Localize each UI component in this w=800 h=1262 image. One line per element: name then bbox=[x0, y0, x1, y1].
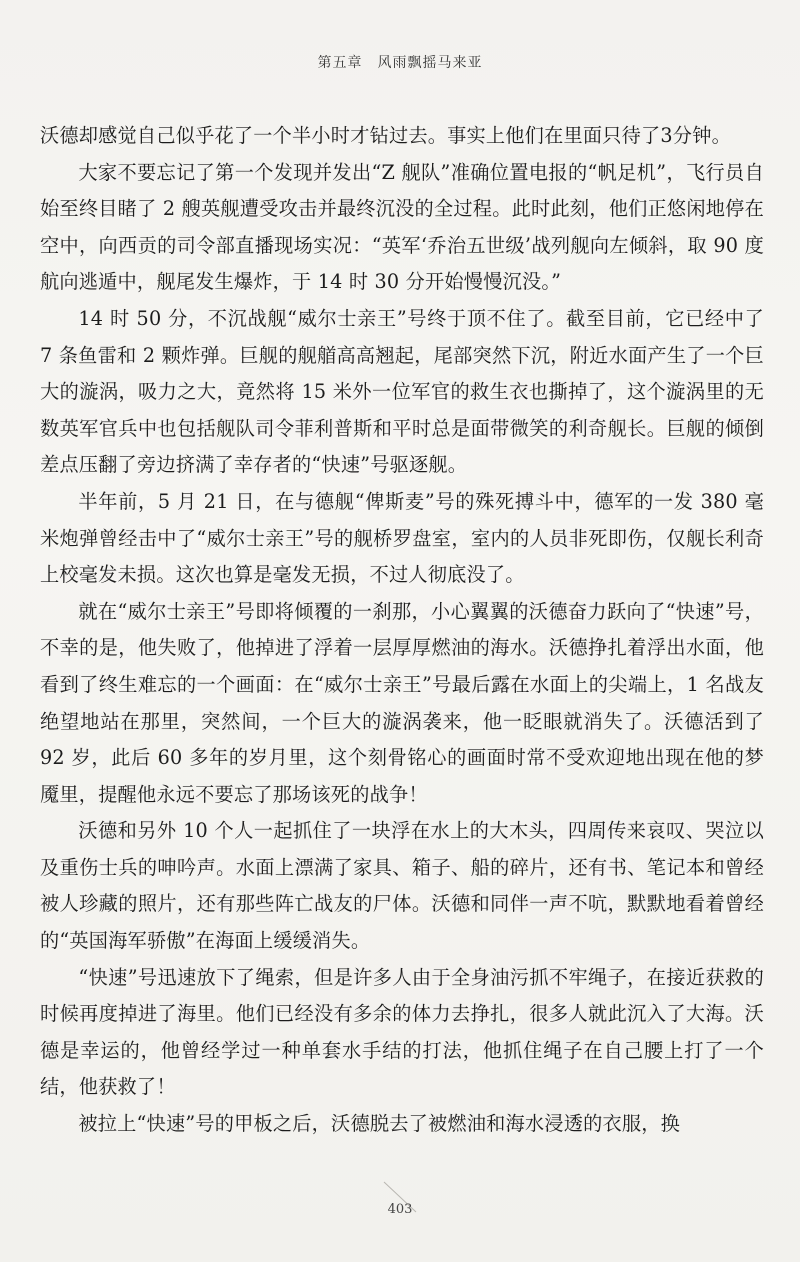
page-number: 403 bbox=[387, 1202, 413, 1217]
paragraph: 被拉上“快速”号的甲板之后，沃德脱去了被燃油和海水浸透的衣服，换 bbox=[78, 1112, 681, 1136]
paragraph: 沃德和另外 10 个人一起抓住了一块浮在水上的大木头，四周传来哀叹、哭泣以及重伤士兵的呻吟声。水面上漂满了家具、箱子、船的碎片，还有书、笔记本和曾经被人珍藏的照片，还有那些阵亡战友的尸体。沃德和同伴一声不吭，默默地看着曾经的“英国海军骄傲”在海面上缓缓消失。 bbox=[40, 819, 764, 953]
body-text bbox=[40, 118, 764, 1143]
paragraph: “快速”号迅速放下了绳索，但是许多人由于全身油污抓不牢绳子，在接近获救的时候再度掉进了海里。他们已经没有多余的体力去挣扎，很多人就此沉入了大海。沃德是幸运的，他曾经学过一种单套水手结的打法，他抓住绳子在自己腰上打了一个结，他获救了！ bbox=[40, 965, 764, 1099]
paragraph: 半年前，5 月 21 日，在与德舰“俾斯麦”号的殊死搏斗中，德军的一发 380 毫米炮弹曾经击中了“威尔士亲王”号的舰桥罗盘室，室内的人员非死即伤，仅舰长利奇上校毫发未损。这次也算是毫发无损，不过人彻底没了。 bbox=[40, 489, 764, 587]
paragraph: 大家不要忘记了第一个发现并发出“Z 舰队”准确位置电报的“帆足机”，飞行员自始至终目睹了 2 艘英舰遭受攻击并最终沉没的全过程。此时此刻，他们正悠闲地停在空中，向西贡的司令部直播现场实况：“英军‘乔治五世级’战列舰向左倾斜，取 90 度航向逃遁中，舰尾发生爆炸，于 14 时 30 分开始慢慢沉没。” bbox=[40, 160, 764, 294]
paragraph-continuation: 沃德却感觉自己似乎花了一个半小时才钻过去。事实上他们在里面只待了3分钟。 bbox=[40, 124, 731, 147]
paragraph: 就在“威尔士亲王”号即将倾覆的一刹那，小心翼翼的沃德奋力跃向了“快速”号，不幸的是，他失败了，他掉进了浮着一层厚厚燃油的海水。沃德挣扎着浮出水面，他看到了终生难忘的一个画面：在“威尔士亲王”号最后露在水面上的尖端上，1 名战友绝望地站在那里，突然间，一个巨大的漩涡袭来，他一眨眼就消失了。沃德活到了 92 岁，此后 60 多年的岁月里，这个刻骨铭心的画面时常不受欢迎地出现在他的梦魇里，提醒他永远不要忘了那场该死的战争！ bbox=[40, 599, 764, 806]
paragraph: 14 时 50 分，不沉战舰“威尔士亲王”号终于顶不住了。截至目前，它已经中了 7 条鱼雷和 2 颗炸弹。巨舰的舰艏高高翘起，尾部突然下沉，附近水面产生了一个巨大的漩涡，吸力之大，竟然将 15 米外一位军官的救生衣也撕掉了，这个漩涡里的无数英军官兵中也包括舰队司令菲利普斯和平时总是面带微笑的利奇舰长。巨舰的倾倒差点压翻了旁边挤满了幸存者的“快速”号驱逐舰。 bbox=[40, 306, 764, 477]
running-header: 第五章 风雨飘摇马来亚 bbox=[317, 55, 483, 71]
